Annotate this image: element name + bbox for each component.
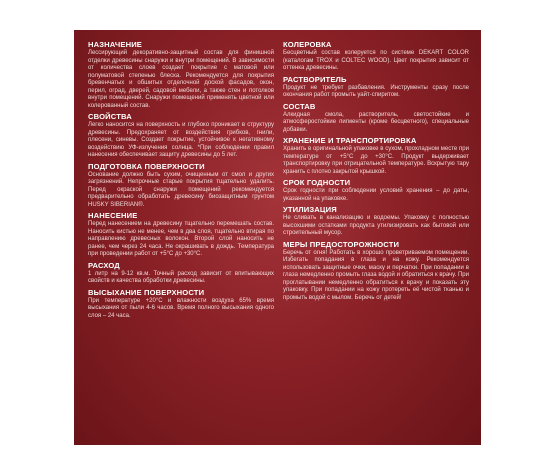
section-title: СРОК ГОДНОСТИ (283, 178, 351, 187)
section-title: НАНЕСЕНИЕ (88, 211, 138, 220)
section-text: Продукт не требует разбавления. Инструменты сразу после окончания работ промыть уайт-спиритом. (283, 84, 469, 98)
section-title: ВЫСЫХАНИЕ ПОВЕРХНОСТИ (88, 287, 205, 297)
section-surface-preparation (88, 162, 274, 210)
section-title: ПОДГОТОВКА ПОВЕРХНОСТИ (88, 161, 205, 171)
section-disposal (283, 205, 469, 238)
section-title: СОСТАВ (283, 101, 316, 111)
section-text: Бесцветный состав колеруется по системе DEKART COLOR (каталогам TROX и COLTEC WOOD). Цвет покрытия зависит от оттенка древесины. (283, 50, 469, 71)
section-tinting (283, 40, 469, 73)
section-precautions (283, 240, 469, 303)
right-column (283, 38, 469, 304)
section-title: РАСХОД (88, 260, 120, 270)
section-purpose (88, 40, 274, 110)
section-drying (88, 288, 274, 321)
section-text: Лессирующий декоративно-защитный состав для финишной отделки древесины снаружи и внутри помещений. В зависимости от количества слоев создает покрытие с матовой или полуматовой степенью блеска. Рекомендуется для покрытия бревенчатых и обшитых отделочной доской фасадов, окон, перил, оград, дверей, садовой мебели, а также стен и потолков внутри помещений. Снаружи помещений применять цветной или колерованный состав. (88, 50, 274, 109)
section-composition (283, 102, 469, 135)
section-text: При температуре +20°С и влажности воздуха 65% время высыхания от пыли 4-6 часов. Время полного высыхания одного слоя – 24 часа. (88, 297, 274, 319)
section-text: Перед нанесением на древесину тщательно перемешать состав. Наносить кистью не менее, чем в два слоя, тщательно втирая по направлению древесных волокон. Второй слой наносить не ранее, чем через 24 часа. Не окрашивать в дождь. Температура при проведении работ от +5°С до +30°С. (88, 221, 274, 257)
section-text: 1 литр на 9-12 кв.м. Точный расход зависит от впитывающих свойств и качества обработки древесины. (88, 270, 274, 284)
section-solvent (283, 75, 469, 100)
section-title: УТИЛИЗАЦИЯ (283, 205, 337, 214)
section-title: ХРАНЕНИЕ И ТРАНСПОРТИРОВКА (283, 136, 417, 145)
section-title: КОЛЕРОВКА (283, 40, 332, 49)
section-application (88, 211, 274, 259)
section-title: РАСТВОРИТЕЛЬ (283, 74, 347, 84)
section-text: Не сливать в канализацию и водоемы. Упаковку с полностью высохшими остатками продукта утилизировать как бытовой или строительный мусор. (283, 215, 469, 236)
section-text: Основание должно быть сухим, очищенным от смол и других загрязнений. Непрочные старые покрытия тщательно удалить. Перед окраской снаружи помещений рекомендуется предварительно обработать древесину биозащитным грунтом HUSKY SIBERIAN®. (88, 171, 274, 208)
product-label-panel (74, 30, 481, 445)
section-title: МЕРЫ ПРЕДОСТОРОЖНОСТИ (283, 239, 400, 249)
left-column (88, 38, 274, 322)
section-consumption (88, 261, 274, 286)
section-text: Беречь от огня! Работать в хорошо проветриваемом помещении. Избегать попадания в глаза и на кожу. Рекомендуется использовать защитные очки, маску и перчатки. При попадании в глаза немедленно промыть глаза водой и обратиться к врачу. При проглатывании немедленно обратиться к врачу и показать эту упаковку. При попадании на кожу протереть её чистой тканью и промыть водой с мылом. Беречь от детей! (283, 249, 469, 301)
section-text: Легко наносится на поверхность и глубоко проникает в структуру древесины. Предохраняет от воздействия грибков, гнили, плесени, синевы. Создает покрытие, устойчивое к негативному воздействию УФ-излучения солнца. *При соблюдении правил нанесения обеспечивает защиту древесины до 5 лет. (88, 122, 274, 158)
section-title: СВОЙСТВА (88, 112, 132, 121)
section-text: Алкидная смола, растворитель, светостойкие и атмосферостойкие пигменты (кроме бесцветного), специальные добавки. (283, 111, 469, 133)
section-title: НАЗНАЧЕНИЕ (88, 40, 143, 49)
section-text: Срок годности при соблюдении условий хранения – до даты, указанной на упаковке. (283, 188, 469, 202)
section-properties (88, 112, 274, 160)
section-shelf-life (283, 178, 469, 203)
section-text: Хранить в оригинальной упаковке в сухом, прохладном месте при температуре от +5°С до +30°С. Продукт выдерживает транспортировку при отрицательной температуре. Вскрытую тару хранить с плотно закрытой крышкой. (283, 146, 469, 175)
section-storage (283, 136, 469, 176)
